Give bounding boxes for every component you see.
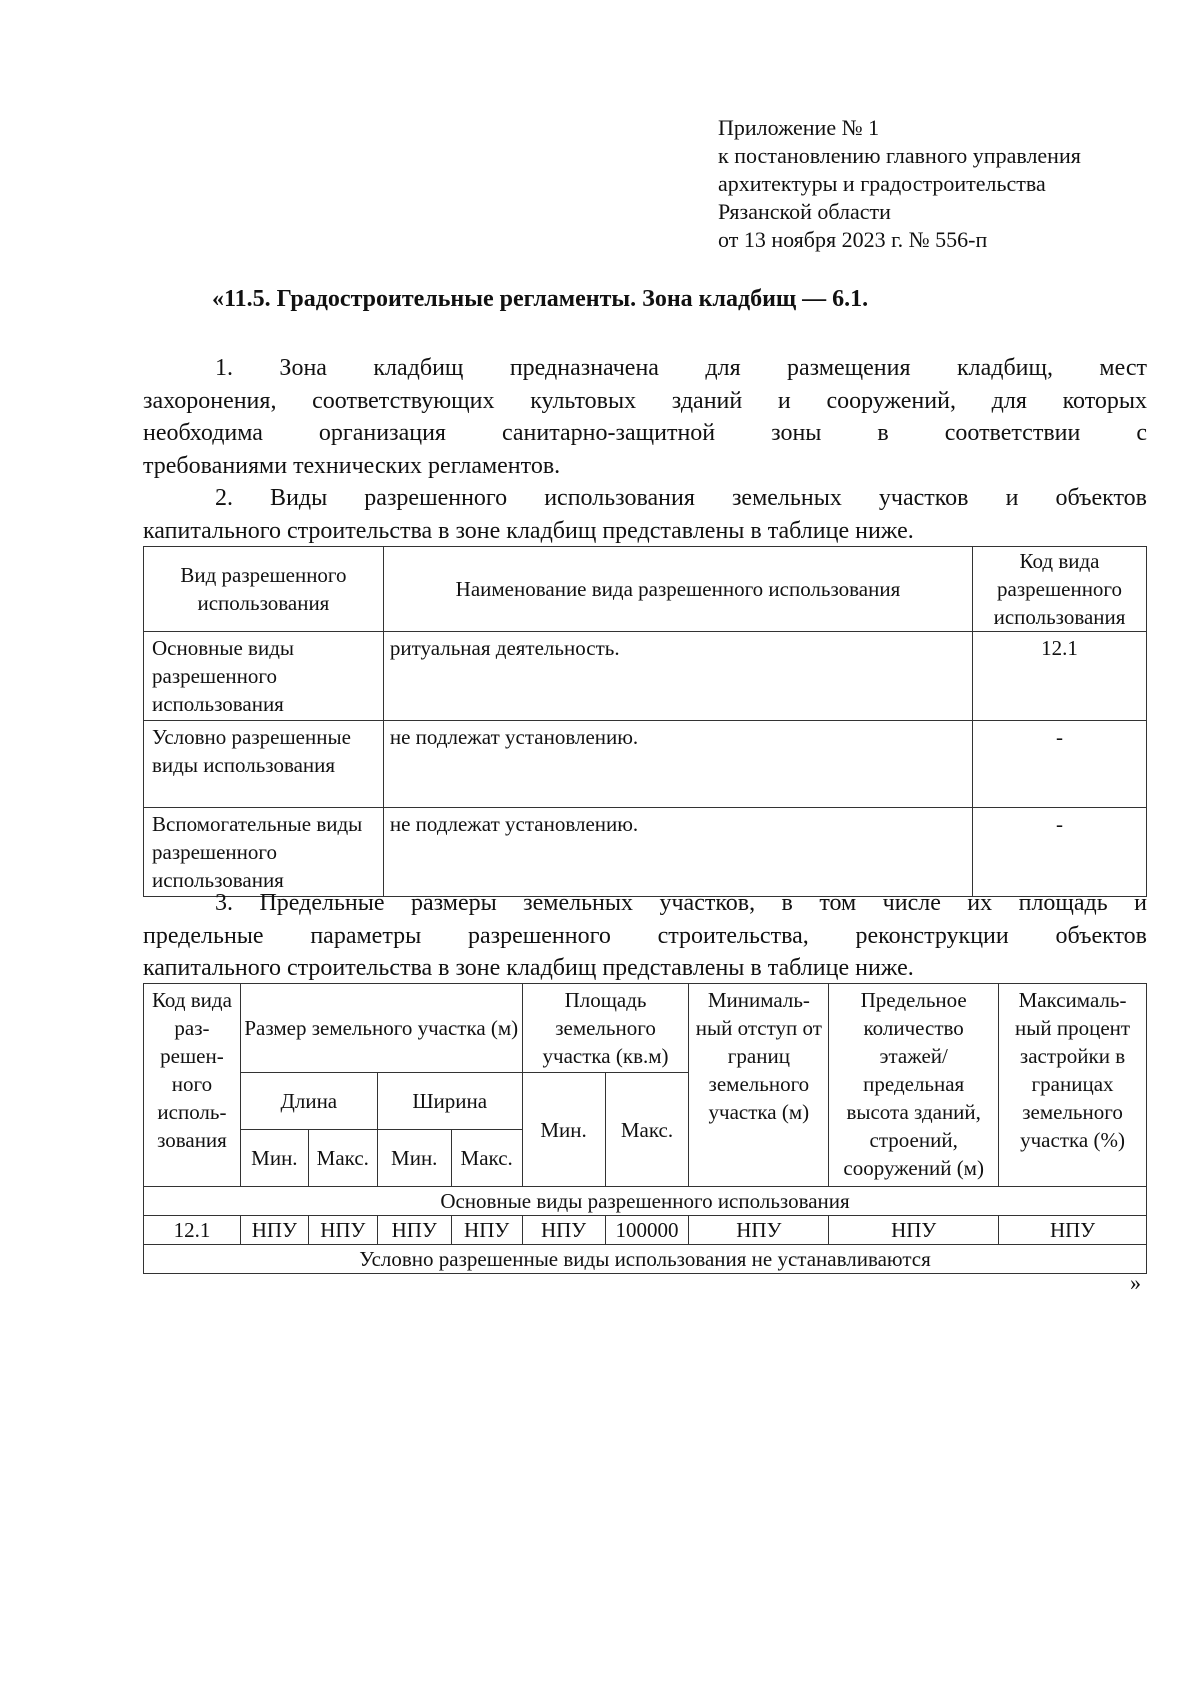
paragraph-line: требованиями технических регламентов. [143,452,561,479]
paragraph-line: предельные параметры разрешенного строительства, реконструкции объектов [143,922,1147,949]
table-cell: НПУ [522,1216,605,1245]
table-cell: 100000 [605,1216,689,1245]
table-header: Макс. [308,1130,377,1187]
table-cell: НПУ [377,1216,451,1245]
table-cell: НПУ [308,1216,377,1245]
table-cell: - [973,808,1147,897]
table-cell: не подлежат установлению. [383,808,972,897]
header-line: к постановлению главного управления [718,143,1081,168]
table-header: Предельное количество этажей/ предельная высота зданий, строений, сооружений (м) [829,984,999,1187]
header-line: от 13 ноября 2023 г. № 556-п [718,227,988,252]
table-cell: НПУ [240,1216,308,1245]
closing-quote: » [1130,1270,1141,1295]
table-section-row: Основные виды разрешенного использования [144,1187,1147,1216]
document-header [718,114,1178,254]
permitted-use-table [143,546,1147,897]
header-line: Приложение № 1 [718,115,880,140]
header-line: Рязанской области [718,199,891,224]
table-cell: НПУ [999,1216,1147,1245]
table-header: Длина [240,1073,377,1130]
header-line: архитектуры и градостроительства [718,171,1046,196]
paragraph-line: захоронения, соответствующих культовых зданий и сооружений, для которых [143,387,1147,414]
table-header: Код вида раз- решен- ного исполь- зования [144,984,241,1187]
paragraph-line: 1. Зона кладбищ предназначена для размещения кладбищ, мест [215,355,1147,381]
table-header: Площадь земельного участка (кв.м) [522,984,689,1073]
table-cell: НПУ [451,1216,522,1245]
paragraph-2 [143,482,1147,547]
table-row [144,721,1147,808]
paragraph-line: 2. Виды разрешенного использования земельных участков и объектов [215,485,1147,511]
table-header: Максималь- ный процент застройки в границах земельного участка (%) [999,984,1147,1187]
table-cell: не подлежат установлению. [383,721,972,808]
table-header: Мин. [240,1130,308,1187]
paragraph-line: капитального строительства в зоне кладбищ представлены в таблице ниже. [143,955,914,981]
table-cell: - [973,721,1147,808]
table-cell: НПУ [829,1216,999,1245]
table-cell: Условно разрешенные виды использования [144,721,384,808]
table-header: Код вида разрешенного использования [973,547,1147,632]
table-header: Макс. [451,1130,522,1187]
paragraph-1 [143,352,1147,482]
table-header: Мин. [377,1130,451,1187]
table-cell: Основные виды разрешенного использования [144,632,384,721]
table-row [144,632,1147,721]
table-header: Наименование вида разрешенного использования [383,547,972,632]
table-cell: 12.1 [973,632,1147,721]
table-cell: Вспомогательные виды разрешенного использования [144,808,384,897]
table-header: Вид разрешенного использования [144,547,384,632]
paragraph-line: необходима организация санитарно-защитной зоны в соответствии с [143,420,1147,446]
paragraph-line: 3. Предельные размеры земельных участков, в том числе их площадь и [215,890,1147,916]
table-header: Минималь- ный отступ от границ земельного участка (м) [689,984,829,1187]
table-header: Мин. [522,1073,605,1187]
table-cell: ритуальная деятельность. [383,632,972,721]
table-header: Размер земельного участка (м) [240,984,522,1073]
parameters-table [143,983,1147,1274]
table-header: Макс. [605,1073,689,1187]
section-title: «11.5. Градостроительные регламенты. Зона кладбищ — 6.1. [212,286,869,312]
paragraph-line: капитального строительства в зоне кладбищ представлены в таблице ниже. [143,517,914,544]
table-cell: 12.1 [144,1216,241,1245]
table-cell: НПУ [689,1216,829,1245]
table-header: Ширина [377,1073,522,1130]
table-row [144,1216,1147,1245]
paragraph-3 [143,887,1147,985]
table-section-row: Условно разрешенные виды использования не устанавливаются [144,1245,1147,1274]
table-row [144,808,1147,897]
